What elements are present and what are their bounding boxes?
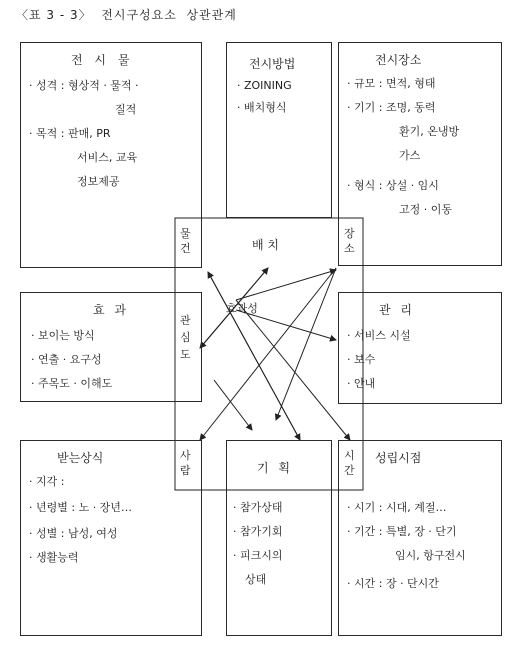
arrow-place-to-plan: [276, 268, 336, 420]
label-person: 사람: [180, 449, 191, 477]
box-place-line-4: 가스: [399, 149, 421, 162]
label-effectiveness: 효과성: [226, 302, 258, 315]
box-manage: [338, 292, 502, 404]
box-method-heading: 전시방법: [249, 57, 296, 71]
label-place: 장소: [344, 227, 355, 255]
box-time-line-1: · 시기 : 시대, 계절…: [347, 501, 447, 514]
box-effect-heading: 효 과: [93, 303, 129, 317]
box-place-line-3: 환기, 온냉방: [399, 125, 460, 138]
box-time-heading: 성립시점: [375, 451, 422, 465]
box-plan-line-4: 상태: [245, 573, 267, 586]
box-effect-line-2: · 연출 · 요구성: [31, 353, 102, 366]
box-plan: [226, 440, 332, 636]
label-interest: 관심도: [180, 314, 191, 361]
box-plan-line-1: · 참가상태: [233, 501, 283, 514]
box-place: [338, 42, 502, 266]
box-exhibit-line-4: 서비스, 교육: [77, 151, 138, 164]
box-plan-line-3: · 피크시의: [233, 549, 283, 562]
box-time-line-4: · 시간 : 장 · 단시간: [347, 577, 439, 590]
arrow-effect-to-time: [236, 300, 350, 440]
box-method: [226, 42, 332, 218]
box-place-line-6: 고정 · 이동: [399, 203, 452, 216]
box-exhibit-heading: 전 시 물: [71, 53, 134, 67]
box-method-line-1: · ZOINING: [237, 79, 292, 92]
box-time-line-3: 임시, 항구전시: [395, 549, 466, 562]
box-time: [338, 440, 502, 636]
box-receiver-line-4: · 생활능력: [29, 551, 79, 564]
box-exhibit-line-5: 정보제공: [77, 175, 120, 188]
arrow-effect-to-place: [236, 270, 336, 300]
box-method-line-2: · 배치형식: [237, 101, 287, 114]
label-placement: 배 치: [252, 238, 279, 252]
box-manage-line-2: · 보수: [347, 353, 376, 366]
arrow-interest-to-plan: [214, 380, 252, 430]
box-time-line-2: · 기간 : 특별, 장 · 단기: [347, 525, 457, 538]
arrow-plan-to-goods: [208, 272, 300, 440]
box-place-heading: 전시장소: [375, 53, 422, 67]
box-receiver-line-3: · 성별 : 남성, 여성: [29, 527, 118, 540]
box-receiver-line-2: · 년령별 : 노 · 장년…: [29, 501, 132, 514]
label-time-center: 시간: [344, 449, 355, 477]
label-goods: 물건: [180, 227, 191, 255]
box-manage-heading: 관 리: [379, 303, 415, 317]
box-effect: [20, 292, 202, 402]
box-exhibit-line-1: · 성격 : 형상적 · 물적 ·: [29, 79, 139, 92]
box-effect-line-3: · 주목도 · 이해도: [31, 377, 113, 390]
box-effect-line-1: · 보이는 방식: [31, 329, 95, 342]
box-plan-heading: 기 획: [257, 461, 293, 475]
box-place-line-2: · 기기 : 조명, 동력: [347, 101, 436, 114]
figure-title: 〈표 3 - 3〉 전시구성요소 상관관계: [16, 8, 237, 22]
box-receiver-heading: 받는상식: [57, 451, 104, 465]
box-receiver-line-1: · 지각 :: [29, 475, 65, 488]
box-exhibit-line-2: 질적: [115, 103, 137, 116]
box-receiver: [20, 440, 202, 636]
box-plan-line-2: · 참가기회: [233, 525, 283, 538]
box-manage-line-1: · 서비스 시설: [347, 329, 411, 342]
box-place-line-1: · 규모 : 면적, 형태: [347, 77, 436, 90]
box-place-line-5: · 형식 : 상설 · 임시: [347, 179, 439, 192]
box-manage-line-3: · 안내: [347, 377, 376, 390]
box-exhibit: [20, 42, 202, 268]
box-exhibit-line-3: · 목적 : 판매, PR: [29, 127, 111, 140]
